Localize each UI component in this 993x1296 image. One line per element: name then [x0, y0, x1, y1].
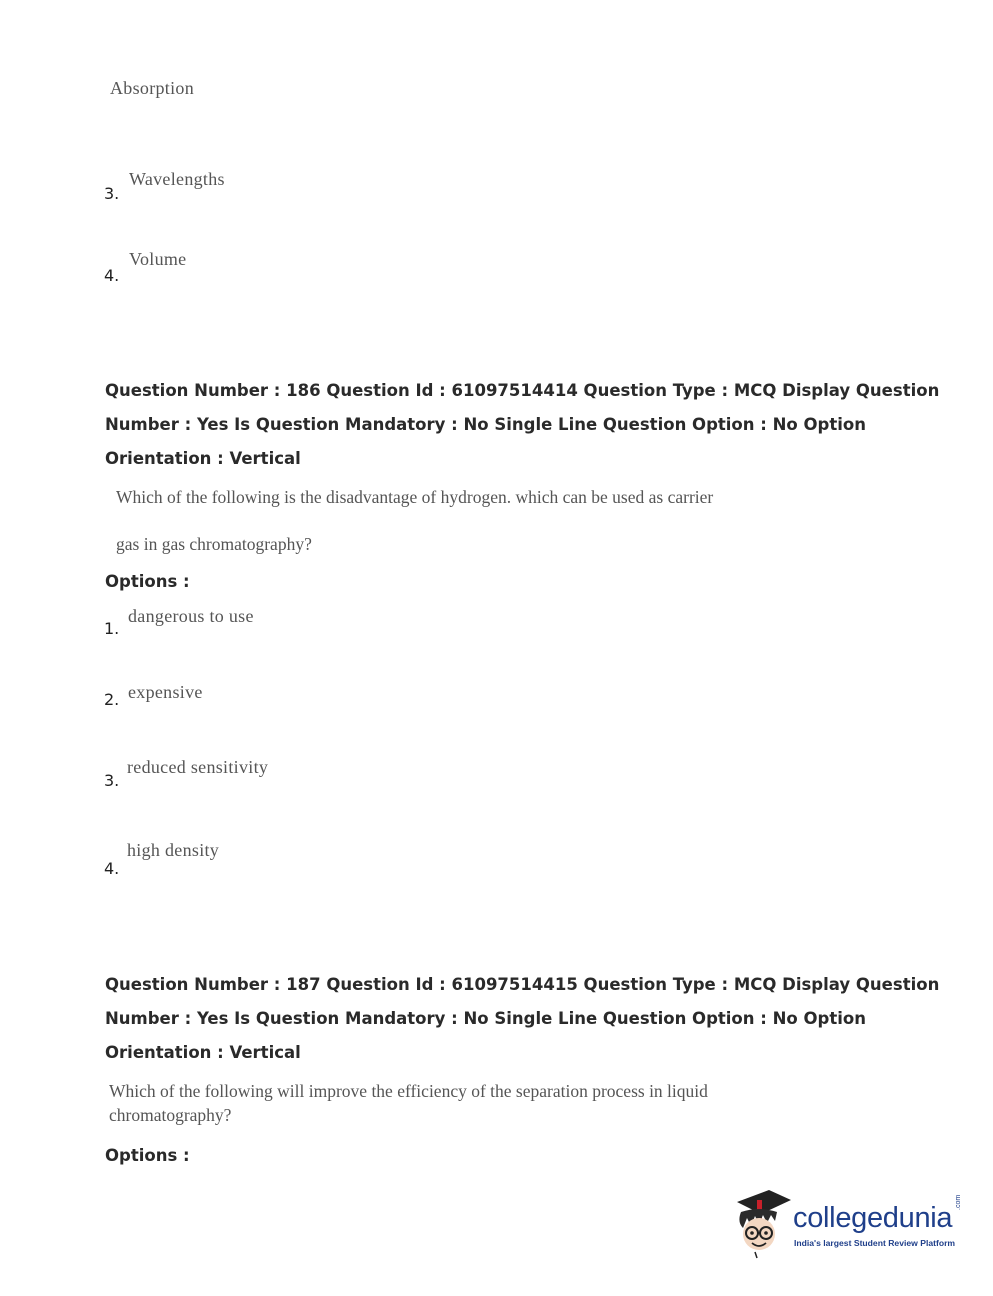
question-186-meta — [105, 374, 939, 476]
collegedunia-logo — [733, 1188, 963, 1260]
question-text-line: Which of the following will improve the efficiency of the separation process in liquid — [109, 1081, 708, 1101]
meta-line: Number : Yes Is Question Mandatory : No Single Line Question Option : No Option — [105, 415, 866, 434]
question-text-line: Which of the following is the disadvantage of hydrogen. which can be used as carrier — [116, 487, 714, 507]
logo-tagline: India's largest Student Review Platform — [794, 1238, 956, 1248]
logo-com: .com — [955, 1194, 962, 1210]
meta-line: Question Number : 186 Question Id : 61097514414 Question Type : MCQ Display Question — [105, 381, 940, 400]
logo-wordmark: collegedunia — [793, 1202, 953, 1234]
meta-line: Question Number : 187 Question Id : 61097514415 Question Type : MCQ Display Question — [105, 975, 940, 994]
option-text: Wavelengths — [129, 169, 225, 189]
option-text: high density — [127, 840, 220, 860]
option-number: 4. — [104, 859, 120, 878]
meta-line: Orientation : Vertical — [105, 1043, 301, 1062]
question-text-line: gas in gas chromatography? — [116, 534, 312, 554]
option-2-text: Absorption — [110, 78, 194, 98]
option-number: 2. — [104, 690, 120, 709]
meta-line: Orientation : Vertical — [105, 449, 301, 468]
options-label: Options : — [105, 1146, 190, 1165]
option-number: 3. — [104, 771, 120, 790]
question-text-line: chromatography? — [109, 1105, 232, 1125]
option-text: reduced sensitivity — [127, 757, 269, 777]
option-text: expensive — [128, 682, 203, 702]
option-text: Volume — [129, 249, 187, 269]
option-number: 3. — [104, 184, 120, 203]
option-number: 4. — [104, 266, 120, 285]
question-187-meta — [105, 968, 939, 1070]
option-text: dangerous to use — [128, 606, 254, 626]
options-label: Options : — [105, 572, 190, 591]
mascot-icon — [733, 1188, 791, 1260]
option-number: 1. — [104, 619, 120, 638]
meta-line: Number : Yes Is Question Mandatory : No Single Line Question Option : No Option — [105, 1009, 866, 1028]
